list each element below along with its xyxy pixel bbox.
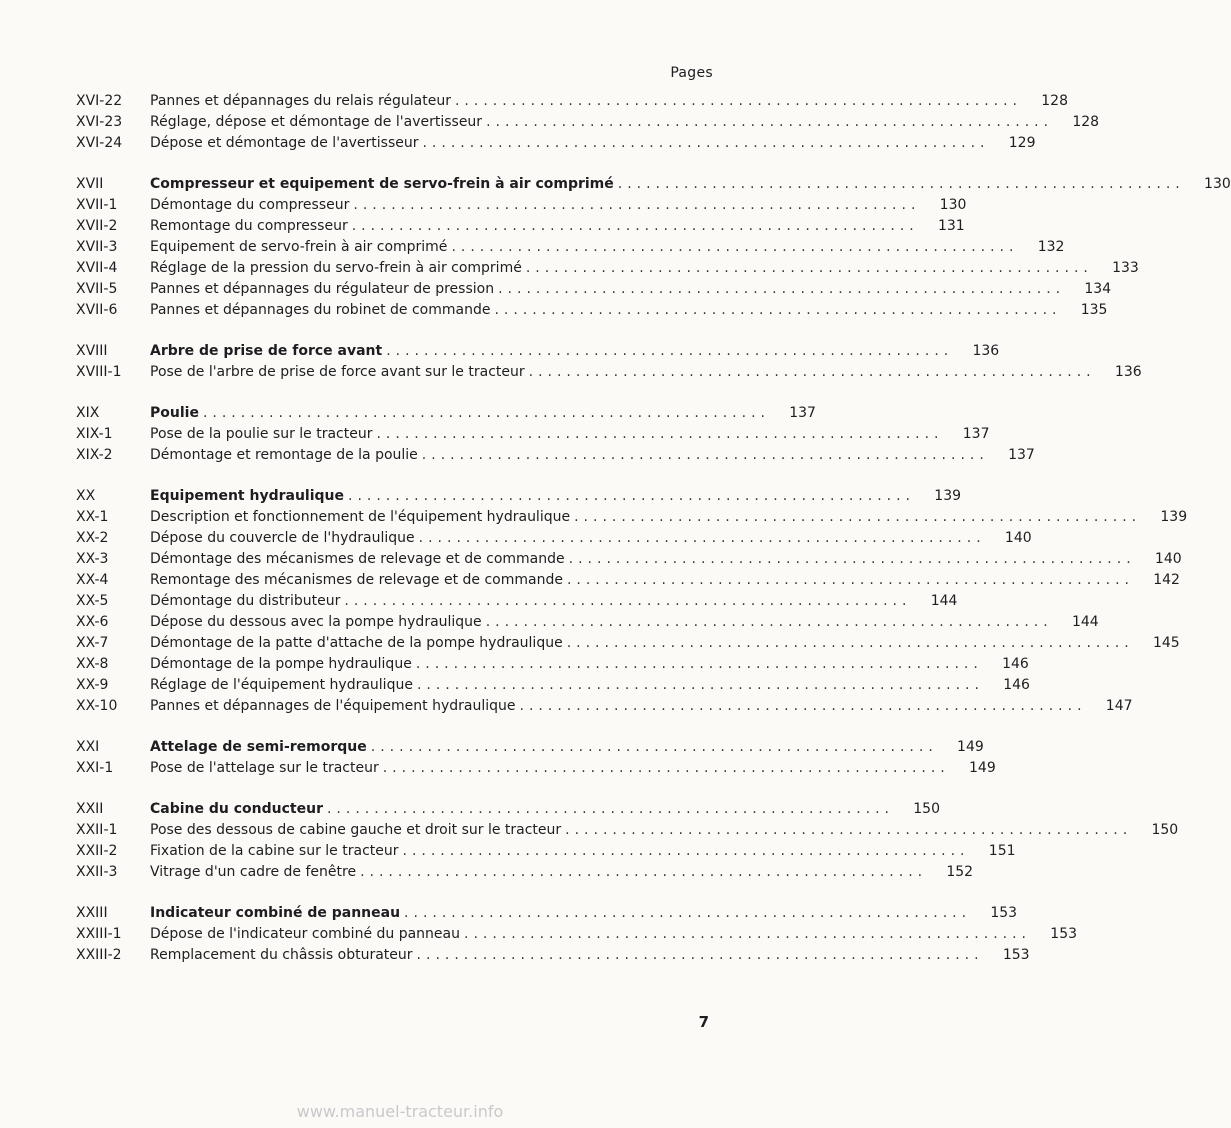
toc-entry-number: XXIII (76, 905, 108, 921)
toc-entry-number: XX-2 (76, 530, 109, 546)
dot-leader: ............................................................ (386, 343, 954, 359)
toc-entry-page: 153 (990, 905, 1018, 921)
dot-leader: ............................................................ (402, 843, 970, 859)
dot-leader: ............................................................ (360, 864, 928, 880)
toc-entry-number: XXII-1 (76, 822, 118, 838)
toc-entry-page: 136 (1114, 364, 1142, 380)
toc-entry-number: XX-10 (76, 698, 118, 714)
toc-entry-page: 153 (1002, 947, 1030, 963)
toc-entry (76, 862, 974, 883)
toc-entry-title: Démontage de la patte d'attache de la pompe hydraulique (150, 635, 563, 651)
dot-leader: ............................................................ (486, 114, 1054, 130)
toc-entry (76, 675, 1030, 696)
dot-leader: ............................................................ (485, 614, 1053, 630)
toc-entry-title: Poulie (150, 405, 199, 421)
toc-entry-page: 140 (1154, 551, 1182, 567)
toc-entry (76, 924, 1078, 945)
toc-entry-number: XVII (76, 176, 104, 192)
toc-entry-title: Vitrage d'un cadre de fenêtre (150, 864, 357, 880)
toc-entry-title: Equipement hydraulique (150, 488, 344, 504)
toc-entry-page: 140 (1004, 530, 1032, 546)
toc-entry-number: XX-1 (76, 509, 109, 525)
toc-entry-page: 152 (946, 864, 974, 880)
toc-entry-number: XX (76, 488, 96, 504)
toc-entry-title: Remontage des mécanismes de relevage et de commande (150, 572, 563, 588)
toc-entry-title: Cabine du conducteur (150, 801, 323, 817)
dot-leader: ............................................................ (202, 405, 770, 421)
toc-entry-title: Démontage de la pompe hydraulique (150, 656, 412, 672)
toc-entry-number: XXIII-1 (76, 926, 122, 942)
toc-entry-title: Dépose de l'indicateur combiné du panneau (150, 926, 460, 942)
toc-entry-page: 134 (1084, 281, 1112, 297)
toc-entry-number: XVII-2 (76, 218, 118, 234)
toc-entry-title: Pannes et dépannages du robinet de commande (150, 302, 491, 318)
toc-entry-page: 137 (1008, 447, 1035, 463)
toc-entry-page: 151 (988, 843, 1016, 859)
pages-column-label: Pages (670, 65, 713, 81)
dot-leader: ............................................................ (525, 260, 1093, 276)
toc-entry-page: 135 (1080, 302, 1108, 318)
toc-entry-title: Démontage du compresseur (150, 197, 350, 213)
toc-entry-page: 136 (972, 343, 1000, 359)
toc-entry (76, 612, 1099, 633)
toc-chapter-heading (76, 341, 1000, 362)
toc-entry-title: Fixation de la cabine sur le tracteur (150, 843, 399, 859)
dot-leader: ............................................................ (565, 822, 1133, 838)
toc-entry (76, 237, 1065, 258)
dot-leader: ............................................................ (574, 509, 1142, 525)
dot-leader: ............................................................ (494, 302, 1062, 318)
toc-entry-page: 139 (1160, 509, 1188, 525)
toc-entry-title: Compresseur et equipement de servo-frein à air comprimé (150, 176, 614, 192)
dot-leader: ............................................................ (348, 488, 916, 504)
toc-section (76, 403, 1035, 466)
toc-chapter-heading (76, 903, 1018, 924)
toc-entry (76, 945, 1030, 966)
toc-entry-number: XX-7 (76, 635, 109, 651)
toc-entry-page: 153 (1050, 926, 1078, 942)
toc-entry-number: XXI-1 (76, 760, 114, 776)
toc-entry (76, 91, 1068, 112)
toc-entry (76, 549, 1182, 570)
dot-leader: ............................................................ (454, 93, 1022, 109)
toc-entry (76, 279, 1112, 300)
dot-leader: ............................................................ (351, 218, 919, 234)
toc-entry (76, 841, 1016, 862)
toc-entry-title: Pannes et dépannages du régulateur de pression (150, 281, 495, 297)
toc-entry-number: XVII-6 (76, 302, 118, 318)
toc-section (76, 486, 1188, 717)
dot-leader: ............................................................ (382, 760, 950, 776)
toc-chapter-heading (76, 403, 816, 424)
toc-entry-title: Réglage de la pression du servo-frein à air comprimé (150, 260, 522, 276)
watermark: www.manuel-tracteur.info (296, 1102, 504, 1121)
dot-leader: ............................................................ (451, 239, 1019, 255)
toc-chapter-heading (76, 799, 940, 820)
toc-entry-title: Réglage, dépose et démontage de l'avertisseur (150, 114, 483, 130)
toc-entry-page: 150 (1151, 822, 1179, 838)
toc-chapter-heading (76, 737, 984, 758)
toc-entry (76, 300, 1108, 321)
toc-entry (76, 424, 990, 445)
toc-entry (76, 528, 1032, 549)
toc-entry (76, 112, 1100, 133)
toc-entry-number: XX-8 (76, 656, 109, 672)
dot-leader: ............................................................ (566, 572, 1134, 588)
toc-entry-number: XX-6 (76, 614, 109, 630)
toc-entry (76, 216, 965, 237)
toc-entry-number: XVI-22 (76, 93, 123, 109)
dot-leader: ............................................................ (326, 801, 894, 817)
toc-entry-title: Attelage de semi-remorque (150, 739, 367, 755)
dot-leader: ............................................................ (519, 698, 1087, 714)
dot-leader: ............................................................ (404, 905, 972, 921)
toc-entry-title: Indicateur combiné de panneau (150, 905, 401, 921)
toc-entry-title: Pose de la poulie sur le tracteur (150, 426, 373, 442)
toc-entry-title: Description et fonctionnement de l'équipement hydraulique (150, 509, 571, 525)
toc-entry (76, 820, 1179, 841)
dot-leader: ............................................................ (528, 364, 1096, 380)
dot-leader: ............................................................ (344, 593, 912, 609)
toc-entry-title: Démontage du distributeur (150, 593, 341, 609)
toc-entry (76, 758, 996, 779)
toc-entry-page: 149 (957, 739, 984, 755)
toc-entry-number: XVIII (76, 343, 108, 359)
toc-entry-page: 137 (962, 426, 990, 442)
toc-entry-title: Dépose du dessous avec la pompe hydraulique (150, 614, 482, 630)
toc-entry-title: Pannes et dépannages de l'équipement hydraulique (150, 698, 516, 714)
toc-entry-page: 147 (1105, 698, 1133, 714)
toc-entry (76, 507, 1188, 528)
toc-entry (76, 362, 1142, 383)
dot-leader: ............................................................ (568, 551, 1136, 567)
toc-entry (76, 195, 967, 216)
toc-entry-title: Démontage des mécanismes de relevage et de commande (150, 551, 565, 567)
dot-leader: ............................................................ (416, 947, 984, 963)
toc-entry-page: 144 (1071, 614, 1099, 630)
toc-section (76, 341, 1142, 383)
toc-entry-page: 129 (1008, 135, 1036, 151)
dot-leader: ............................................................ (376, 426, 944, 442)
toc-section (76, 799, 1179, 883)
dot-leader: ............................................................ (422, 135, 990, 151)
toc-entry-number: XX-5 (76, 593, 109, 609)
toc-entry-number: XVI-24 (76, 135, 123, 151)
toc-entry-page: 144 (930, 593, 958, 609)
toc-entry (76, 696, 1133, 717)
dot-leader: ............................................................ (370, 739, 938, 755)
toc-entry-page: 137 (789, 405, 816, 421)
toc-entry-title: Arbre de prise de force avant (150, 343, 383, 359)
toc-entry-number: XVII-5 (76, 281, 118, 297)
dot-leader: ............................................................ (353, 197, 921, 213)
toc-entry-page: 146 (1002, 656, 1029, 672)
toc-entry-title: Réglage de l'équipement hydraulique (150, 677, 413, 693)
toc-entry-number: XX-3 (76, 551, 109, 567)
toc-section (76, 91, 1100, 154)
toc-entry (76, 654, 1029, 675)
toc-entry-page: 130 (939, 197, 967, 213)
toc-entry-title: Equipement de servo-frein à air comprimé (150, 239, 448, 255)
toc-entry-number: XX-4 (76, 572, 109, 588)
toc-entry-number: XVII-3 (76, 239, 118, 255)
toc-entry-title: Remplacement du châssis obturateur (150, 947, 413, 963)
dot-leader: ............................................................ (617, 176, 1185, 192)
toc-chapter-heading (76, 174, 1231, 195)
toc-entry-number: XX-9 (76, 677, 109, 693)
toc-entry-title: Pannes et dépannages du relais régulateur (150, 93, 451, 109)
toc-entry-page: 146 (1003, 677, 1030, 693)
toc-entry-number: XVI-23 (76, 114, 123, 130)
toc-entry-number: XXIII-2 (76, 947, 122, 963)
toc-entry-number: XXII (76, 801, 104, 817)
toc-section (76, 174, 1231, 321)
toc-entry-number: XVII-4 (76, 260, 118, 276)
dot-leader: ............................................................ (566, 635, 1134, 651)
toc-entry-number: XIX (76, 405, 100, 421)
toc-entry-page: 130 (1204, 176, 1231, 192)
toc-entry-title: Dépose et démontage de l'avertisseur (150, 135, 419, 151)
table-of-contents (76, 91, 1231, 986)
toc-entry-page: 142 (1153, 572, 1180, 588)
toc-entry-page: 128 (1072, 114, 1100, 130)
toc-chapter-heading (76, 486, 962, 507)
toc-entry-title: Pose de l'arbre de prise de force avant sur le tracteur (150, 364, 525, 380)
toc-entry-title: Pose de l'attelage sur le tracteur (150, 760, 379, 776)
toc-entry (76, 570, 1180, 591)
dot-leader: ............................................................ (464, 926, 1032, 942)
toc-entry-page: 128 (1041, 93, 1068, 109)
toc-entry-number: XXII-2 (76, 843, 118, 859)
toc-section (76, 903, 1078, 966)
toc-entry (76, 633, 1180, 654)
toc-entry-number: XVII-1 (76, 197, 118, 213)
toc-entry-title: Remontage du compresseur (150, 218, 348, 234)
toc-entry (76, 445, 1035, 466)
toc-entry-title: Pose des dessous de cabine gauche et droit sur le tracteur (150, 822, 562, 838)
toc-entry-number: XXII-3 (76, 864, 118, 880)
toc-entry-page: 150 (913, 801, 940, 817)
toc-entry-number: XXI (76, 739, 100, 755)
dot-leader: ............................................................ (418, 530, 986, 546)
toc-entry-page: 131 (937, 218, 965, 234)
toc-entry-page: 139 (934, 488, 962, 504)
toc-entry-number: XIX-1 (76, 426, 113, 442)
toc-entry-number: XVIII-1 (76, 364, 122, 380)
page-number: 7 (698, 1013, 709, 1031)
toc-entry-page: 132 (1037, 239, 1065, 255)
dot-leader: ............................................................ (498, 281, 1066, 297)
toc-entry (76, 258, 1139, 279)
dot-leader: ............................................................ (415, 656, 983, 672)
dot-leader: ............................................................ (416, 677, 984, 693)
toc-entry-title: Dépose du couvercle de l'hydraulique (150, 530, 415, 546)
toc-entry-page: 133 (1112, 260, 1139, 276)
toc-entry-title: Démontage et remontage de la poulie (150, 447, 418, 463)
toc-entry-page: 149 (969, 760, 996, 776)
dot-leader: ............................................................ (421, 447, 989, 463)
toc-entry (76, 591, 958, 612)
toc-entry-page: 145 (1152, 635, 1180, 651)
toc-entry-number: XIX-2 (76, 447, 113, 463)
toc-entry (76, 133, 1036, 154)
toc-section (76, 737, 996, 779)
